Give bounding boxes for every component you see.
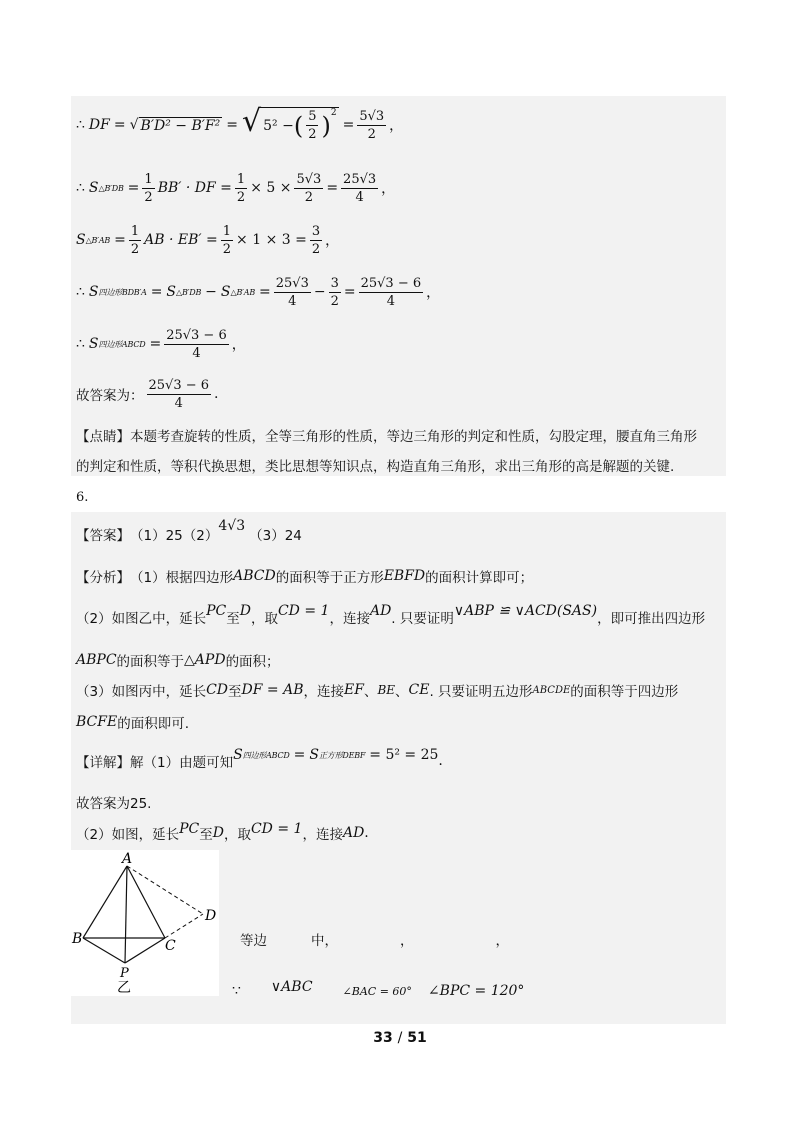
eq: = xyxy=(343,284,356,300)
text: 的面积计算即可； xyxy=(425,570,534,586)
text: 的面积等于四边形 xyxy=(570,684,679,700)
period: . xyxy=(438,753,443,769)
text: 等边 xyxy=(240,933,267,949)
text: 的面积； xyxy=(225,654,280,670)
math: PC xyxy=(206,603,227,619)
math: CD = 1 xyxy=(277,603,330,619)
area-s: S xyxy=(88,336,99,352)
math: AD xyxy=(342,825,365,841)
frac-3-2: $\frac{3}{2}$ xyxy=(330,275,339,309)
analysis-line-2 xyxy=(76,600,705,634)
math: EF xyxy=(344,682,364,698)
area-s: S xyxy=(76,232,86,248)
frac-5-2: $\frac{5}{2}$ xyxy=(308,109,317,142)
edge-cp xyxy=(125,938,165,963)
df-label: DF xyxy=(88,117,110,133)
math: EBFD xyxy=(383,568,426,584)
label-p: P xyxy=(120,966,129,981)
area-subscript: △B′DB xyxy=(98,183,124,193)
math: AD xyxy=(369,603,392,619)
math: CD = 1 xyxy=(250,821,303,837)
text: 、 xyxy=(363,684,378,700)
math: ABCDE xyxy=(532,684,571,696)
formula-area-quad-bdba xyxy=(76,272,440,312)
comma: ， xyxy=(381,181,396,197)
period: . xyxy=(214,386,219,402)
answer-part-1: （1）25（2） xyxy=(130,528,219,544)
area-s: S xyxy=(166,284,177,300)
edge-ap xyxy=(125,866,127,963)
area-subscript: △B′AB xyxy=(85,235,111,245)
result-frac-5: $\frac{25√3 - 6}{4}$ xyxy=(166,327,227,361)
area-s: S xyxy=(88,180,99,196)
text: ，连接 xyxy=(303,684,344,700)
label-b: B xyxy=(72,931,83,947)
math: BE xyxy=(377,683,396,697)
area-equation xyxy=(233,747,438,763)
expr-times: × 1 × 3 = xyxy=(236,232,307,248)
math: ∨ABC xyxy=(270,979,313,995)
answer-label: 【答案】 xyxy=(76,528,130,544)
math: CD xyxy=(206,682,229,698)
edge-ac xyxy=(127,866,165,938)
eq: = xyxy=(150,284,163,300)
therefore-symbol: ∴ xyxy=(76,180,85,196)
math: CE xyxy=(408,682,430,698)
area-s: S xyxy=(88,284,99,300)
therefore-symbol: ∴ xyxy=(76,117,85,133)
edge-cd-dashed xyxy=(165,914,203,938)
area-subscript: 四边形BDB′A xyxy=(98,287,147,297)
expr: = 5² = 25 xyxy=(369,747,439,763)
text: ，连接 xyxy=(302,827,343,843)
eq: = xyxy=(127,180,140,196)
label-d: D xyxy=(205,908,217,924)
edge-ab xyxy=(83,866,127,938)
text: ，取 xyxy=(250,611,278,627)
math: D xyxy=(239,603,251,619)
eq: = xyxy=(293,747,306,763)
page-number xyxy=(0,1030,800,1046)
answer-part-2: 4√3 xyxy=(218,518,246,534)
sqrt-1: √ B′D² − B′F² xyxy=(129,116,221,134)
comma: ， xyxy=(389,118,404,134)
half: $\frac{1}{2}$ xyxy=(130,223,140,257)
radicand-2a: 5² − xyxy=(263,117,294,134)
eq: = xyxy=(113,117,126,133)
figure-svg xyxy=(71,850,219,996)
area-s: S xyxy=(233,747,243,763)
math: ∠BAC = 60° xyxy=(342,984,412,998)
eq: = xyxy=(114,232,126,248)
area-subscript: 正方形DEBF xyxy=(318,750,366,760)
analysis-line-1 xyxy=(76,564,533,588)
math: PC xyxy=(179,821,200,837)
area-subscript: 四边形ABCD xyxy=(242,750,290,760)
detail-line-5 xyxy=(232,978,524,1004)
answer-line-5 xyxy=(76,374,218,414)
area-subscript: △B′DB xyxy=(176,287,202,297)
math: ABPC xyxy=(76,652,117,668)
result-frac-3: $\frac{3}{2}$ xyxy=(311,223,321,257)
detail-line-3 xyxy=(76,818,369,848)
text: （2）如图，延长 xyxy=(76,827,180,843)
math: ABCD xyxy=(233,568,276,584)
eq: = xyxy=(149,336,162,352)
text: ， xyxy=(495,933,509,949)
comma: ， xyxy=(426,285,441,301)
area-subscript: 四边形ABCD xyxy=(98,339,146,349)
radicand-1: B′D² − B′F² xyxy=(140,117,221,134)
label-c: C xyxy=(165,938,176,954)
area-s: S xyxy=(309,747,319,763)
half: $\frac{1}{2}$ xyxy=(236,171,246,205)
text: 的面积等于 xyxy=(116,654,185,670)
comma: ， xyxy=(325,233,340,249)
therefore-symbol: ∴ xyxy=(76,336,85,352)
page-current: 33 xyxy=(373,1030,393,1046)
text: 至 xyxy=(228,684,242,700)
comment-line-2: 的判定和性质，等积代换思想，类比思想等知识点，构造直角三角形，求出三角形的高是解题的关键. xyxy=(76,459,675,475)
page-total: 51 xyxy=(407,1030,427,1046)
analysis-line-4 xyxy=(76,678,678,702)
detail-line-4 xyxy=(240,928,509,950)
detail-label: 【详解】 xyxy=(76,755,130,771)
half: $\frac{1}{2}$ xyxy=(222,223,232,257)
text: ，即可推出四边形 xyxy=(597,611,706,627)
result-frac-1: $\frac{5√3}{2}$ xyxy=(359,108,385,142)
result-frac-2: $\frac{25√3}{4}$ xyxy=(343,171,377,205)
math: DF = AB xyxy=(241,682,304,698)
problem-number-6: 6. xyxy=(76,489,89,505)
eq: = xyxy=(342,117,355,133)
formula-area-abcd xyxy=(76,324,246,364)
label-a: A xyxy=(122,851,133,867)
formula-df xyxy=(76,103,403,147)
minus: − xyxy=(313,284,326,300)
analysis-label: 【分析】 xyxy=(76,570,130,586)
expr-times: × 5 × xyxy=(250,180,292,196)
minus: − xyxy=(205,284,217,300)
text: ，取 xyxy=(223,827,251,843)
text: 中， xyxy=(311,933,338,949)
text: （1）根据四边形 xyxy=(130,570,234,586)
analysis-line-5 xyxy=(76,710,189,734)
edge-ad-dashed xyxy=(127,866,203,914)
math: BCFE xyxy=(76,714,118,730)
text: 至 xyxy=(226,611,240,627)
answer-prefix: 故答案为： xyxy=(76,388,144,404)
half: $\frac{1}{2}$ xyxy=(144,171,153,205)
period: . xyxy=(364,825,369,841)
page-separator: / xyxy=(397,1030,403,1046)
figure-caption: 乙 xyxy=(117,980,131,996)
text: ，连接 xyxy=(329,611,370,627)
text: ， xyxy=(400,933,414,949)
formula-area-bab xyxy=(76,220,339,260)
comma: ， xyxy=(231,337,246,353)
frac-25r3-4: $\frac{25√3}{4}$ xyxy=(275,275,309,309)
detail-line-1 xyxy=(76,744,443,778)
text: 解（1）由题可知 xyxy=(130,755,234,771)
detail-line-2: 故答案为25. xyxy=(76,796,152,812)
math: △APD xyxy=(184,652,226,668)
formula-area-bdb xyxy=(76,168,395,208)
area-s: S xyxy=(220,284,231,300)
because-symbol: ∵ xyxy=(232,983,241,999)
text: 、 xyxy=(395,684,409,700)
frac-5r3-2: $\frac{5√3}{2}$ xyxy=(296,171,322,205)
area-subscript: △B′AB xyxy=(230,287,256,297)
answer-part-3: （3）24 xyxy=(249,528,302,544)
expr-bb-df: BB′ · DF = xyxy=(157,180,232,196)
text: （2）如图乙中，延长 xyxy=(76,611,207,627)
therefore-symbol: ∴ xyxy=(76,284,85,300)
eq: = xyxy=(226,117,238,133)
text: 的面积即可. xyxy=(117,716,189,732)
triangle-figure xyxy=(71,850,219,996)
math: ∨ABP ≌ ∨ACD(SAS) xyxy=(453,603,598,619)
answer-line-6 xyxy=(76,520,302,548)
text: 至 xyxy=(199,827,213,843)
answer-frac: $\frac{25√3 - 6}{4}$ xyxy=(148,377,210,411)
text: . 只要证明五边形 xyxy=(429,684,533,700)
comment-line-1: 【点睛】本题考查旋转的性质，全等三角形的性质，等边三角形的判定和性质，勾股定理，腰直角三角形 xyxy=(76,429,697,445)
math: D xyxy=(212,825,224,841)
analysis-line-3 xyxy=(76,648,280,672)
exponent: 2 xyxy=(330,108,337,118)
expr-ab-eb: AB · EB′ = xyxy=(144,232,218,248)
math: ∠BPC = 120° xyxy=(427,983,525,999)
eq: = xyxy=(326,180,339,196)
text: 的面积等于正方形 xyxy=(275,570,384,586)
eq: = xyxy=(259,284,271,300)
result-frac-4: $\frac{25√3 - 6}{4}$ xyxy=(360,275,422,309)
edge-bp xyxy=(83,938,125,963)
sqrt-2: √ 5² − ( $\frac{5}{2}$ ) $^2$ xyxy=(242,104,337,142)
text: . 只要证明 xyxy=(391,611,454,627)
text: （3）如图丙中，延长 xyxy=(76,684,207,700)
